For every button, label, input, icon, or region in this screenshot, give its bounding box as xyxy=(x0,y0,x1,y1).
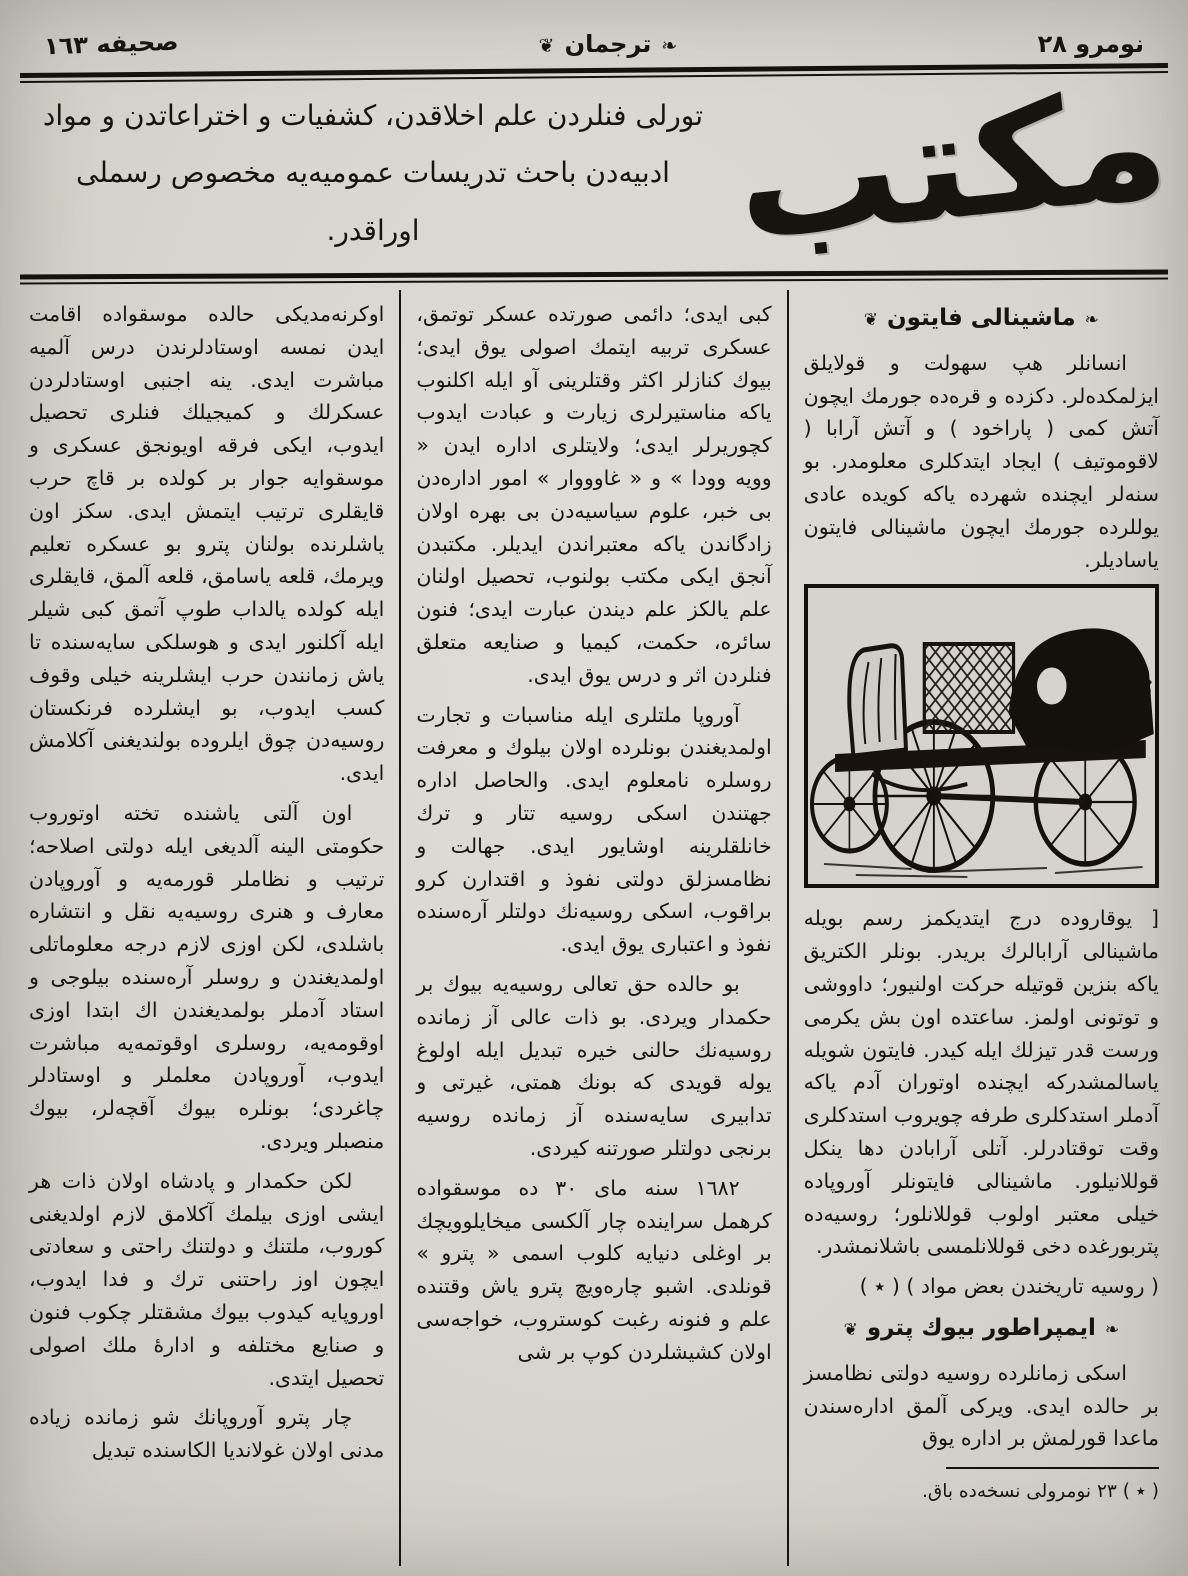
article-heading-peter xyxy=(804,1310,1159,1347)
masthead xyxy=(0,56,1188,276)
paragraph: كبى ايدى؛ دائمى صورتده عسكر توتمق، عسكرى تربيه ايتمك اصولى يوق ايدى؛ بيوك كنازلر اكثر وقتلرينى آو ايله اكلنوب ياكه مناستيرلرى زيارت و عبادت ايدوب كچوريرلر ايدى؛ ولايتلرى اداره ايدن « وويه وودا » و « غاوووار » امور اداره‌دن بى خبر، علوم سياسيه‌دن بى بهره اولان زادگاندن ياكه معتبراندن ايديلر. مكتبدن آنجق ايكى مكتب بولنوب، تحصيل اولنان علم يالكز علم ديندن عبارت ايدى؛ فنون سائره، حكمت، كيميا و صنايعه متعلق فنلردن اثر و درس يوق ايدى. xyxy=(416,302,772,687)
paragraph: بو حالده حق تعالى روسيه‌يه بيوك بر حكمدار ويردى. بو ذات عالى آز زمانده روسيه‌نك حالنى خيره تبديل ايله اولوغ يوله قويدى كه بونك همتى، غيرتى و تدابيرى سايه‌سنده آز زمانده روسيه برنجى دولتلر صورتنه كيردى. xyxy=(416,971,772,1160)
double-rule-masthead xyxy=(20,269,1168,284)
footnote-rule xyxy=(946,1467,1159,1469)
footnote: ( ٭ ) ٢٣ نومرولى نسخه‌ده باق. xyxy=(922,1481,1159,1503)
source-note: ( روسيه تاريخندن بعض مواد ) ( ٭ ) xyxy=(859,1274,1159,1299)
paragraph: انسانلر هپ سهولت و قولايلق ايزلمكده‌لر. دكزده و قره‌ده جورمك ايچون آتش كمى ( پاراخود ) و آتش آرابا ( لاقوموتيف ) ايجاد ايتدكلرى معلومدر. بو سنه‌لر ايچنده شهرده ياكه كويده عادى يوللرده جورمك ايچون ماشينالى فايتون ياساديلر. xyxy=(803,350,1159,572)
heading-text: ماشينالى فايتون xyxy=(887,305,1076,331)
masthead-description-line2: ادبيه‌دن باحث تدريسات عموميه‌يه مخصوص رسملى اوراقدر. xyxy=(76,156,670,247)
paragraph: [ يوقاروده درج ايتديكمز رسم بويله ماشينالى آرابالرك بريدر. بونلر الكتريق ياكه بنزين قوتيله حركت اولنيور؛ داووشى و توتونى اولمز. ساعتده اون بش يكرمى ورست قدر تيزلك ايله كيدر. فايتون شويله ياسالمشدركه ايچنده اوتوران آدم ياكه آدملر استدكلرى طرفه چويروب استدكلرى وقت توقتادرلر. آتلى آرابادن دها ينكل قوللانيلور. ماشينالى فايتونلر آوروپاده خيلى معتبر اولوب قوللانلور؛ روسيه‌ده پتربورغده دخى قوللانلمسى باشلانمشدر. xyxy=(803,906,1159,1259)
paragraph: لكن حكمدار و پادشاه اولان ذات هر ايشى اوزى بيلمك آكلامق لازم اولديغنى كوروب، ملتنك و دولتنك راحتى و سعادتى ايچون اوز راحتنى ترك و فدا ايدوب، اوروپايه كيدوب بيوك مشقتلر چكوب فنون و صنايع مختلفه و ادارهٔ ملك اصولى تحصيل ايتدى. xyxy=(29,1168,385,1390)
page-number: صحيفه ١٦٣ xyxy=(43,27,179,61)
column-right xyxy=(787,290,1174,1566)
masthead-calligraphic-title: مكتب xyxy=(728,56,1176,276)
column-middle xyxy=(399,290,786,1566)
paragraph: چار پترو آوروپانك شو زمانده زياده مدنى اولان غولانديا الكاسنده تبديل xyxy=(29,1405,385,1463)
fleuron-icon: ❧ xyxy=(1104,1319,1120,1340)
paragraph: ١٦٨٢ سنه ماى ٣٠ ده موسقواده كرهمل سراينده چار آلكسى ميخايلوويچك بر اوغلى دنيايه كلوب اسمى « پترو » قونلدى. اشبو چاره‌ويچ پترو ياش وقتنده علم و فنونه رغبت كوستروب، خواجه‌سى اولان كشيشلردن كوپ بر شى xyxy=(416,1175,772,1364)
fleuron-icon: ❦ xyxy=(538,35,555,57)
article-heading-phaeton xyxy=(804,300,1159,337)
fleuron-icon: ❦ xyxy=(843,1319,858,1340)
paragraph: اوكرنه‌مديكى حالده موسقواده اقامت ايدن نمسه اوستادلرندن درس آلميه مباشرت ايدى. ينه اجنبى اوستادلردن عسكرلك و كميجيلك فنلرى تحصيل ايدوب، ايكى فرقه اويونجق عسكرى و موسقوايه جوار بر كولده بر قاچ حرب قايقلرى ترتيب ايتمش ايدى. سكز اون ياشلرنده بولنان پترو بو عسكره تعليم ويرمك، قلعه ياسامق، قلعه آلمق، قايقلرى ايله كولده يالداب طوپ آتمق كبى شيلر ايله آكلنور ايدى و هوسلكى سايه‌سنده تا ياش زمانندن حرب ايشلرينه خيلى وقوف كسب ايدوب، بو ايشلرده فرنكستان روسيه‌دن چوق ايلروده بولنديغنى آكلامش ايدى. xyxy=(29,302,385,786)
column-left xyxy=(14,290,399,1566)
paragraph: اسكى زمانلرده روسيه دولتى نظامسز بر حالده ايدى. ويركى آلمق اداره‌سندن ماعدا قورلمش بر اداره يوق xyxy=(803,1360,1159,1451)
phaeton-illustration xyxy=(804,584,1159,888)
page-header xyxy=(0,0,1188,62)
phaeton-drawing xyxy=(808,588,1155,884)
fleuron-icon: ❧ xyxy=(661,35,678,57)
paragraph: اون آلتى ياشنده تخته اوتوروب حكومتى الينه آلديغى ايله دولتى اصلاحه؛ ترتيب و نظاملر قورمه‌يه و آوروپادن معارف و هنرى روسيه‌يه نقل و انتشاره باشلدى، لكن اوزى لازم درجه معلوماتلى اولمديغندن و روسلر آره‌سنده بيلوجى و استاد آدملر بولمديغندن اك ابتدا اوزى اوقومه‌يه، روسلرى اوقوتمه‌يه مباشرت ايدوب، آوروپادن معلملر و اوستادلر چاغردى؛ بونلره بيوك آقچه‌لر، بيوك منصبلر ويردى. xyxy=(29,800,385,1153)
paragraph: آوروپا ملتلرى ايله مناسبات و تجارت اولمديغندن بونلرده اولان بيلوك و معرفت روسلره نامعلوم ايدى. والحاصل اداره جهتندن اسكى روسيه تتار و ترك خانلقلرينه اوشايور ايدى. جهالت و نظامسزلق دولتى نفوذ و اقتدارن كرو براقوب، اسكى روسيه‌نك دولتلر آره‌سنده نفوذ و اعتبارى يوق ايدى. xyxy=(416,702,772,957)
heading-text: ايمپراطور بيوك پترو xyxy=(866,1314,1096,1341)
fleuron-icon: ❦ xyxy=(863,310,879,330)
journal-name-line xyxy=(529,30,688,58)
masthead-description xyxy=(26,87,742,259)
masthead-description-line1: تورلى فنلردن علم اخلاقدن، كشفيات و اختراعاتدن و مواد xyxy=(42,98,704,132)
fleuron-icon: ❧ xyxy=(1084,310,1099,330)
journal-name: ترجمان xyxy=(564,30,652,58)
issue-number: نومرو ٢٨ xyxy=(1037,30,1144,58)
article-columns xyxy=(0,290,1188,1566)
